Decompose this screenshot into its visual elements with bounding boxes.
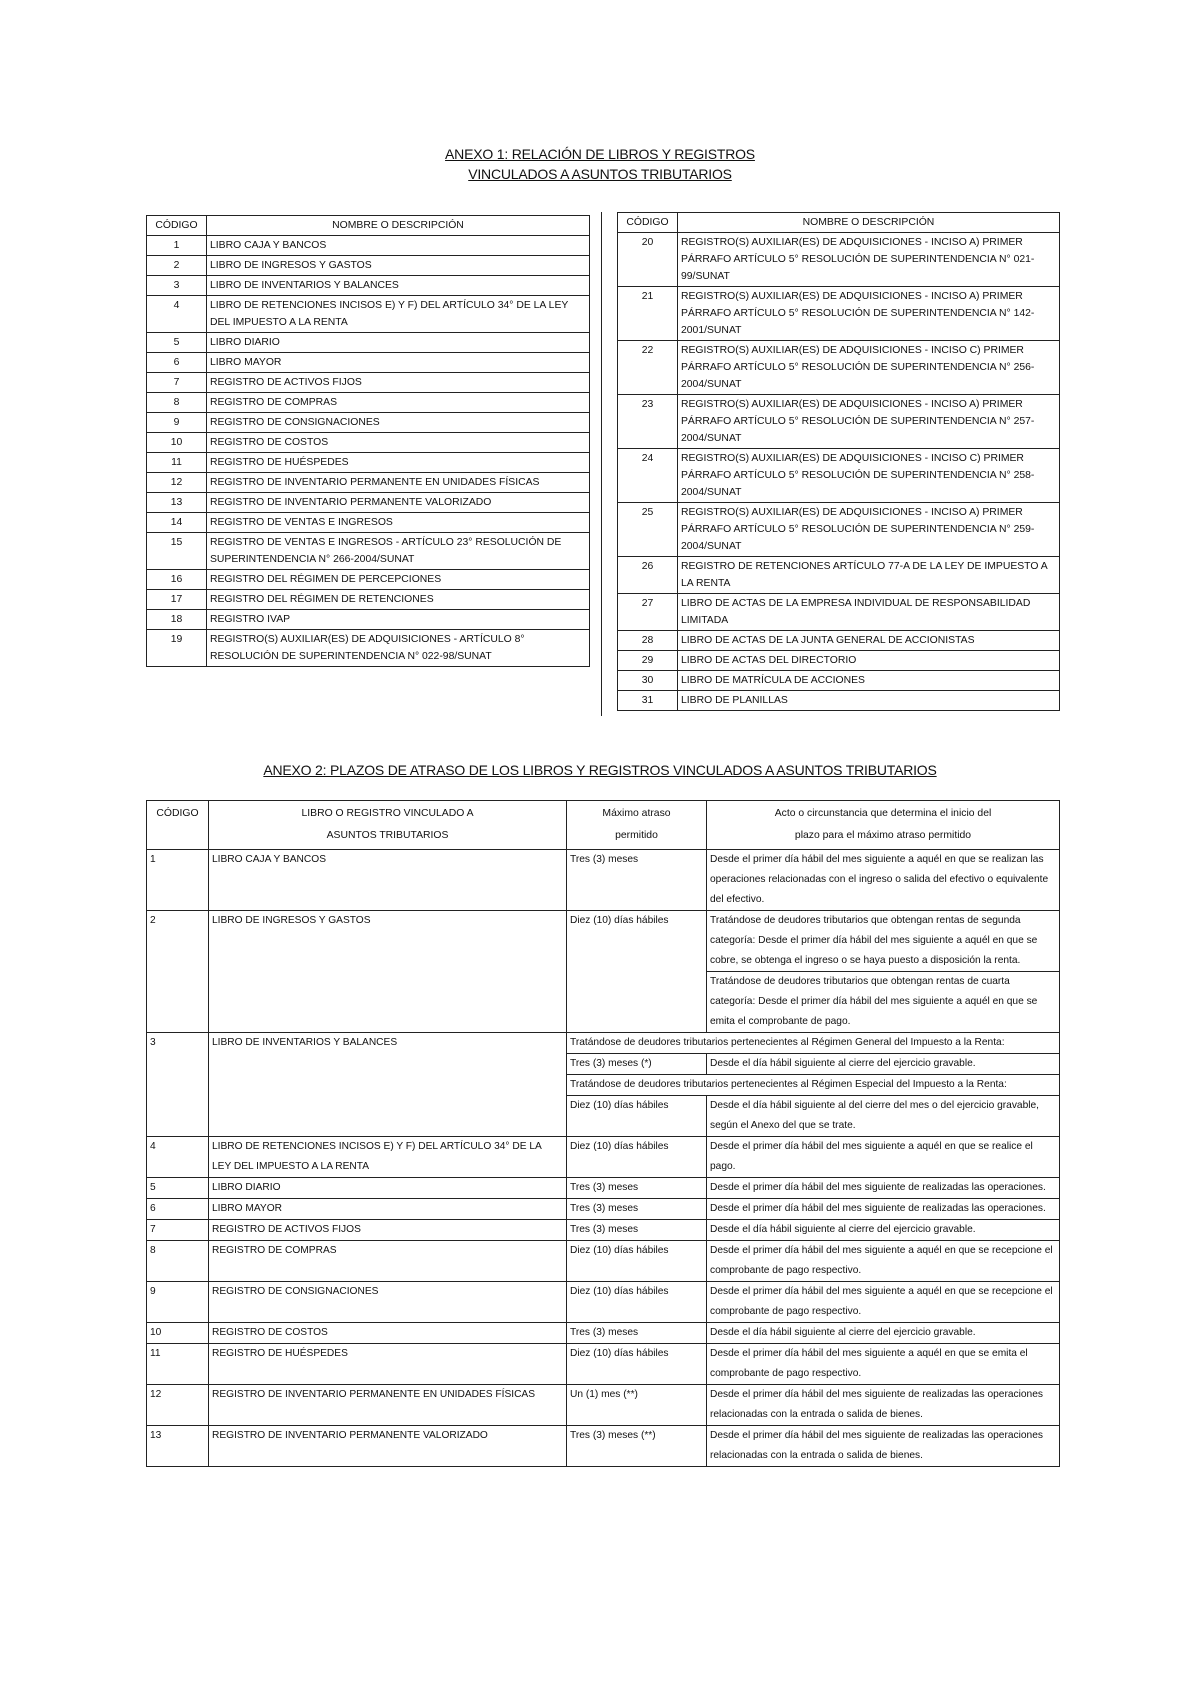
delay-cell: Diez (10) días hábiles — [567, 1137, 707, 1178]
table-row — [147, 373, 590, 393]
act-cell: Desde el día hábil siguiente al cierre del ejercicio gravable. — [707, 1054, 1060, 1075]
table-row — [147, 236, 590, 256]
anexo1-right-table — [617, 212, 1060, 711]
delay-cell: Diez (10) días hábiles — [567, 1344, 707, 1385]
anexo1-title-line2: VINCULADOS A ASUNTOS TRIBUTARIOS — [468, 166, 732, 182]
delay-cell: Diez (10) días hábiles — [567, 1241, 707, 1282]
code-cell: 2 — [147, 256, 207, 276]
anexo1-title-line1: ANEXO 1: RELACIÓN DE LIBROS Y REGISTROS — [445, 146, 755, 162]
table-row — [147, 393, 590, 413]
name-cell: LIBRO DE MATRÍCULA DE ACCIONES — [678, 671, 1060, 691]
anexo1-left-table — [146, 215, 590, 667]
table-row — [147, 1323, 1060, 1344]
table-row — [618, 395, 1060, 449]
name-cell: REGISTRO(S) AUXILIAR(ES) DE ADQUISICIONES - INCISO A) PRIMER PÁRRAFO ARTÍCULO 5° RESOLUCIÓN DE SUPERINTENDENCIA N° 021-99/SUNAT — [678, 233, 1060, 287]
code-cell: 7 — [147, 1220, 209, 1241]
table-row — [618, 651, 1060, 671]
name-cell: LIBRO MAYOR — [207, 353, 590, 373]
name-cell: LIBRO CAJA Y BANCOS — [207, 236, 590, 256]
code-cell: 2 — [147, 911, 209, 1033]
table-row — [147, 1282, 1060, 1323]
name-cell: REGISTRO(S) AUXILIAR(ES) DE ADQUISICIONES - INCISO C) PRIMER PÁRRAFO ARTÍCULO 5° RESOLUCIÓN DE SUPERINTENDENCIA N° 258-2004/SUNAT — [678, 449, 1060, 503]
name-cell: REGISTRO DE INVENTARIO PERMANENTE EN UNIDADES FÍSICAS — [207, 473, 590, 493]
name-cell: LIBRO DE INVENTARIOS Y BALANCES — [207, 276, 590, 296]
code-cell: 1 — [147, 850, 209, 911]
table-row — [147, 1344, 1060, 1385]
name-cell: REGISTRO DE RETENCIONES ARTÍCULO 77-A DE LA LEY DE IMPUESTO A LA RENTA — [678, 557, 1060, 594]
code-cell: 4 — [147, 296, 207, 333]
header-book: LIBRO O REGISTRO VINCULADO A ASUNTOS TRIBUTARIOS — [209, 801, 567, 850]
code-cell: 27 — [618, 594, 678, 631]
delay-cell: Tres (3) meses (**) — [567, 1426, 707, 1467]
code-cell: 28 — [618, 631, 678, 651]
code-cell: 30 — [618, 671, 678, 691]
name-cell: REGISTRO IVAP — [207, 610, 590, 630]
name-cell: REGISTRO DE HUÉSPEDES — [207, 453, 590, 473]
header-name: NOMBRE O DESCRIPCIÓN — [207, 216, 590, 236]
delay-cell: Diez (10) días hábiles — [567, 911, 707, 1033]
act-cell: Desde el día hábil siguiente al cierre del ejercicio gravable. — [707, 1220, 1060, 1241]
table-row — [147, 850, 1060, 911]
code-cell: 11 — [147, 453, 207, 473]
delay-cell: Un (1) mes (**) — [567, 1385, 707, 1426]
column-divider — [601, 212, 602, 716]
act-cell: Desde el primer día hábil del mes siguiente a aquél en que se recepcione el comprobante de pago respectivo. — [707, 1241, 1060, 1282]
table-row — [618, 631, 1060, 651]
table-row — [147, 1033, 1060, 1054]
code-cell: 7 — [147, 373, 207, 393]
code-cell: 21 — [618, 287, 678, 341]
table-row — [147, 590, 590, 610]
header-delay: Máximo atraso permitido — [567, 801, 707, 850]
book-cell: LIBRO DIARIO — [209, 1178, 567, 1199]
delay-cell: Tres (3) meses — [567, 1220, 707, 1241]
name-cell: REGISTRO DEL RÉGIMEN DE PERCEPCIONES — [207, 570, 590, 590]
table-row — [147, 473, 590, 493]
table-row — [147, 1385, 1060, 1426]
book-cell: REGISTRO DE COSTOS — [209, 1323, 567, 1344]
table-row — [147, 1241, 1060, 1282]
regime-note-cell: Tratándose de deudores tributarios pertenecientes al Régimen Especial del Impuesto a la Renta: — [567, 1075, 1060, 1096]
name-cell: REGISTRO DE COMPRAS — [207, 393, 590, 413]
name-cell: REGISTRO DE ACTIVOS FIJOS — [207, 373, 590, 393]
table-row — [618, 341, 1060, 395]
name-cell: REGISTRO DE CONSIGNACIONES — [207, 413, 590, 433]
table-row — [618, 557, 1060, 594]
table-row — [147, 911, 1060, 972]
table-row — [147, 1426, 1060, 1467]
act-cell: Desde el día hábil siguiente al cierre del ejercicio gravable. — [707, 1323, 1060, 1344]
table-row — [147, 333, 590, 353]
book-cell: LIBRO DE INVENTARIOS Y BALANCES — [209, 1033, 567, 1137]
code-cell: 6 — [147, 1199, 209, 1220]
code-cell: 17 — [147, 590, 207, 610]
table-row — [618, 594, 1060, 631]
name-cell: LIBRO DE INGRESOS Y GASTOS — [207, 256, 590, 276]
name-cell: REGISTRO DE COSTOS — [207, 433, 590, 453]
table-row — [618, 691, 1060, 711]
table-row — [618, 233, 1060, 287]
book-cell: REGISTRO DE ACTIVOS FIJOS — [209, 1220, 567, 1241]
code-cell: 12 — [147, 473, 207, 493]
name-cell: REGISTRO DEL RÉGIMEN DE RETENCIONES — [207, 590, 590, 610]
code-cell: 25 — [618, 503, 678, 557]
table-row — [147, 513, 590, 533]
delay-cell: Tres (3) meses — [567, 1178, 707, 1199]
code-cell: 18 — [147, 610, 207, 630]
act-cell: Desde el primer día hábil del mes siguiente a aquél en que se realizan las operaciones relacionadas con el ingreso o salida del efectivo o equivalente del efectivo. — [707, 850, 1060, 911]
act-cell: Desde el primer día hábil del mes siguiente a aquél en que se realice el pago. — [707, 1137, 1060, 1178]
table-row — [147, 1137, 1060, 1178]
name-cell: LIBRO DE ACTAS DE LA JUNTA GENERAL DE ACCIONISTAS — [678, 631, 1060, 651]
table-row — [618, 503, 1060, 557]
code-cell: 8 — [147, 393, 207, 413]
book-cell: REGISTRO DE HUÉSPEDES — [209, 1344, 567, 1385]
code-cell: 10 — [147, 1323, 209, 1344]
delay-cell: Diez (10) días hábiles — [567, 1096, 707, 1137]
table-row — [147, 570, 590, 590]
code-cell: 3 — [147, 1033, 209, 1137]
header-act: Acto o circunstancia que determina el inicio del plazo para el máximo atraso permitido — [707, 801, 1060, 850]
delay-cell: Tres (3) meses — [567, 1323, 707, 1344]
code-cell: 24 — [618, 449, 678, 503]
delay-cell: Tres (3) meses — [567, 1199, 707, 1220]
act-cell: Desde el día hábil siguiente al del cierre del mes o del ejercicio gravable, según el Anexo del que se trate. — [707, 1096, 1060, 1137]
book-cell: REGISTRO DE CONSIGNACIONES — [209, 1282, 567, 1323]
table-row — [147, 493, 590, 513]
name-cell: REGISTRO DE VENTAS E INGRESOS - ARTÍCULO 23° RESOLUCIÓN DE SUPERINTENDENCIA N° 266-2004/SUNAT — [207, 533, 590, 570]
name-cell: REGISTRO(S) AUXILIAR(ES) DE ADQUISICIONES - ARTÍCULO 8° RESOLUCIÓN DE SUPERINTENDENCIA N° 022-98/SUNAT — [207, 630, 590, 667]
code-cell: 12 — [147, 1385, 209, 1426]
act-cell: Desde el primer día hábil del mes siguiente a aquél en que se recepcione el comprobante de pago respectivo. — [707, 1282, 1060, 1323]
code-cell: 1 — [147, 236, 207, 256]
book-cell: LIBRO CAJA Y BANCOS — [209, 850, 567, 911]
header-code: CÓDIGO — [618, 213, 678, 233]
act-cell: Tratándose de deudores tributarios que obtengan rentas de segunda categoría: Desde el primer día hábil del mes siguiente a aquél en que se cobre, se obtenga el ingreso o se haya puesto a disposición la renta. — [707, 911, 1060, 972]
table-row — [147, 610, 590, 630]
name-cell: REGISTRO DE INVENTARIO PERMANENTE VALORIZADO — [207, 493, 590, 513]
code-cell: 14 — [147, 513, 207, 533]
table-row — [147, 533, 590, 570]
book-cell: REGISTRO DE INVENTARIO PERMANENTE EN UNIDADES FÍSICAS — [209, 1385, 567, 1426]
header-code: CÓDIGO — [147, 801, 209, 850]
act-cell: Desde el primer día hábil del mes siguiente de realizadas las operaciones. — [707, 1178, 1060, 1199]
table-row — [618, 449, 1060, 503]
code-cell: 6 — [147, 353, 207, 373]
code-cell: 10 — [147, 433, 207, 453]
code-cell: 16 — [147, 570, 207, 590]
act-cell: Desde el primer día hábil del mes siguiente a aquél en que se emita el comprobante de pago respectivo. — [707, 1344, 1060, 1385]
code-cell: 9 — [147, 1282, 209, 1323]
code-cell: 23 — [618, 395, 678, 449]
name-cell: LIBRO DE PLANILLAS — [678, 691, 1060, 711]
book-cell: LIBRO DE INGRESOS Y GASTOS — [209, 911, 567, 1033]
table-row — [147, 1220, 1060, 1241]
name-cell: REGISTRO(S) AUXILIAR(ES) DE ADQUISICIONES - INCISO A) PRIMER PÁRRAFO ARTÍCULO 5° RESOLUCIÓN DE SUPERINTENDENCIA N° 257-2004/SUNAT — [678, 395, 1060, 449]
name-cell: LIBRO DE ACTAS DEL DIRECTORIO — [678, 651, 1060, 671]
anexo2-title: ANEXO 2: PLAZOS DE ATRASO DE LOS LIBROS Y REGISTROS VINCULADOS A ASUNTOS TRIBUTARIOS — [263, 762, 937, 778]
book-cell: LIBRO DE RETENCIONES INCISOS E) Y F) DEL ARTÍCULO 34° DE LA LEY DEL IMPUESTO A LA RENTA — [209, 1137, 567, 1178]
table-row — [147, 276, 590, 296]
header-name: NOMBRE O DESCRIPCIÓN — [678, 213, 1060, 233]
code-cell: 5 — [147, 333, 207, 353]
name-cell: LIBRO DIARIO — [207, 333, 590, 353]
table-row — [147, 453, 590, 473]
code-cell: 11 — [147, 1344, 209, 1385]
book-cell: REGISTRO DE COMPRAS — [209, 1241, 567, 1282]
table-row — [147, 1178, 1060, 1199]
regime-note-cell: Tratándose de deudores tributarios pertenecientes al Régimen General del Impuesto a la Renta: — [567, 1033, 1060, 1054]
name-cell: LIBRO DE ACTAS DE LA EMPRESA INDIVIDUAL DE RESPONSABILIDAD LIMITADA — [678, 594, 1060, 631]
name-cell: LIBRO DE RETENCIONES INCISOS E) Y F) DEL ARTÍCULO 34° DE LA LEY DEL IMPUESTO A LA RENTA — [207, 296, 590, 333]
table-row — [147, 353, 590, 373]
code-cell: 15 — [147, 533, 207, 570]
name-cell: REGISTRO DE VENTAS E INGRESOS — [207, 513, 590, 533]
name-cell: REGISTRO(S) AUXILIAR(ES) DE ADQUISICIONES - INCISO C) PRIMER PÁRRAFO ARTÍCULO 5° RESOLUCIÓN DE SUPERINTENDENCIA N° 256-2004/SUNAT — [678, 341, 1060, 395]
code-cell: 4 — [147, 1137, 209, 1178]
anexo2-table — [146, 800, 1060, 1467]
code-cell: 5 — [147, 1178, 209, 1199]
table-row — [147, 1199, 1060, 1220]
delay-cell: Tres (3) meses (*) — [567, 1054, 707, 1075]
table-row — [147, 630, 590, 667]
code-cell: 9 — [147, 413, 207, 433]
act-cell: Tratándose de deudores tributarios que obtengan rentas de cuarta categoría: Desde el primer día hábil del mes siguiente a aquél en que se emita el comprobante de pago. — [707, 972, 1060, 1033]
code-cell: 3 — [147, 276, 207, 296]
table-row — [147, 413, 590, 433]
code-cell: 19 — [147, 630, 207, 667]
act-cell: Desde el primer día hábil del mes siguiente de realizadas las operaciones relacionadas con la entrada o salida de bienes. — [707, 1426, 1060, 1467]
code-cell: 20 — [618, 233, 678, 287]
code-cell: 22 — [618, 341, 678, 395]
book-cell: REGISTRO DE INVENTARIO PERMANENTE VALORIZADO — [209, 1426, 567, 1467]
name-cell: REGISTRO(S) AUXILIAR(ES) DE ADQUISICIONES - INCISO A) PRIMER PÁRRAFO ARTÍCULO 5° RESOLUCIÓN DE SUPERINTENDENCIA N° 259-2004/SUNAT — [678, 503, 1060, 557]
name-cell: REGISTRO(S) AUXILIAR(ES) DE ADQUISICIONES - INCISO A) PRIMER PÁRRAFO ARTÍCULO 5° RESOLUCIÓN DE SUPERINTENDENCIA N° 142-2001/SUNAT — [678, 287, 1060, 341]
table-row — [147, 296, 590, 333]
header-code: CÓDIGO — [147, 216, 207, 236]
code-cell: 13 — [147, 1426, 209, 1467]
act-cell: Desde el primer día hábil del mes siguiente de realizadas las operaciones. — [707, 1199, 1060, 1220]
act-cell: Desde el primer día hábil del mes siguiente de realizadas las operaciones relacionadas con la entrada o salida de bienes. — [707, 1385, 1060, 1426]
book-cell: LIBRO MAYOR — [209, 1199, 567, 1220]
code-cell: 31 — [618, 691, 678, 711]
table-row — [147, 256, 590, 276]
code-cell: 29 — [618, 651, 678, 671]
delay-cell: Diez (10) días hábiles — [567, 1282, 707, 1323]
table-row — [618, 671, 1060, 691]
code-cell: 26 — [618, 557, 678, 594]
code-cell: 13 — [147, 493, 207, 513]
table-row — [147, 433, 590, 453]
code-cell: 8 — [147, 1241, 209, 1282]
delay-cell: Tres (3) meses — [567, 850, 707, 911]
table-row — [618, 287, 1060, 341]
